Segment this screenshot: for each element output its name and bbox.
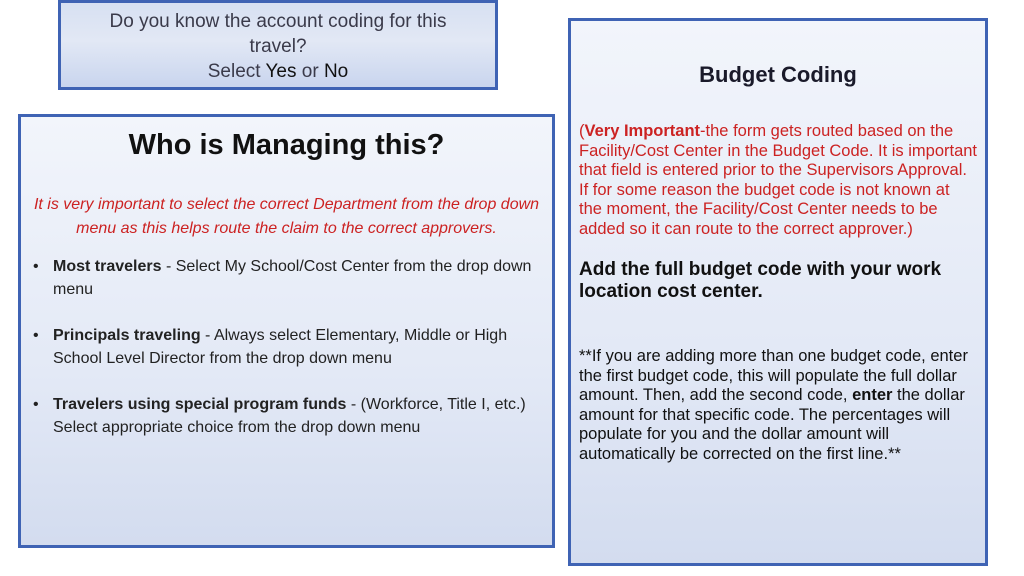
multi-part-1: **If you are adding more than one budget code, enter the first budget code, this will populate the full dollar amount. Then, add the second code, <box>579 347 968 404</box>
select-prefix: Select <box>207 61 261 82</box>
important-open-paren: ( <box>579 122 585 140</box>
bullet-dot-icon: • <box>33 327 39 344</box>
multi-enter: enter <box>852 386 893 404</box>
budget-add-instruction: Add the full budget code with your work location cost center. <box>579 259 942 302</box>
bullet-label: Travelers using special program funds <box>53 396 347 413</box>
budget-title: Budget Coding <box>699 62 857 87</box>
bullet-dot-icon: • <box>33 396 39 413</box>
important-text: -the form gets routed based on the Facility/Cost Center in the Budget Code. It is important that field is entered prior to the Supervisors Approval. If for some reason the budget code is not known at the moment, the Facility/Cost Center needs to be added so it can route to the correct approver.) <box>579 122 978 238</box>
bullet-text: - Select My School/Cost Center from the drop down menu <box>53 258 532 298</box>
budget-important-note <box>579 122 977 239</box>
important-label: Very Important <box>584 122 701 140</box>
managing-box <box>18 114 555 548</box>
bullet-text: - Always select Elementary, Middle or High School Level Director from the drop down menu <box>53 327 508 367</box>
question-line-1: Do you know the account coding for this <box>109 11 447 32</box>
bullet-text: - (Workforce, Title I, etc.) Select appropriate choice from the drop down menu <box>53 396 526 436</box>
bullet-dot-icon: • <box>33 258 39 275</box>
yes-option: Yes <box>265 61 297 82</box>
no-option: No <box>323 61 349 82</box>
question-box <box>58 0 498 90</box>
question-select-line <box>61 59 495 84</box>
bullet-principals <box>29 324 544 370</box>
bullet-most-travelers <box>29 255 544 301</box>
or-text: or <box>301 61 319 82</box>
managing-bullet-list <box>29 255 544 439</box>
budget-box <box>568 18 988 566</box>
budget-multiple-codes-note <box>579 347 977 464</box>
managing-note: It is very important to select the correct Department from the drop down menu as this helps route the claim to the correct approvers. <box>33 196 540 237</box>
question-line-2: travel? <box>249 36 307 57</box>
managing-title: Who is Managing this? <box>128 129 445 161</box>
multi-part-2: the dollar amount for that specific code. The percentages will populate for you and the dollar amount will automatically be corrected on the first line.** <box>579 386 965 463</box>
bullet-special-funds <box>29 393 544 439</box>
bullet-label: Principals traveling <box>53 327 201 344</box>
bullet-label: Most travelers <box>53 258 162 275</box>
